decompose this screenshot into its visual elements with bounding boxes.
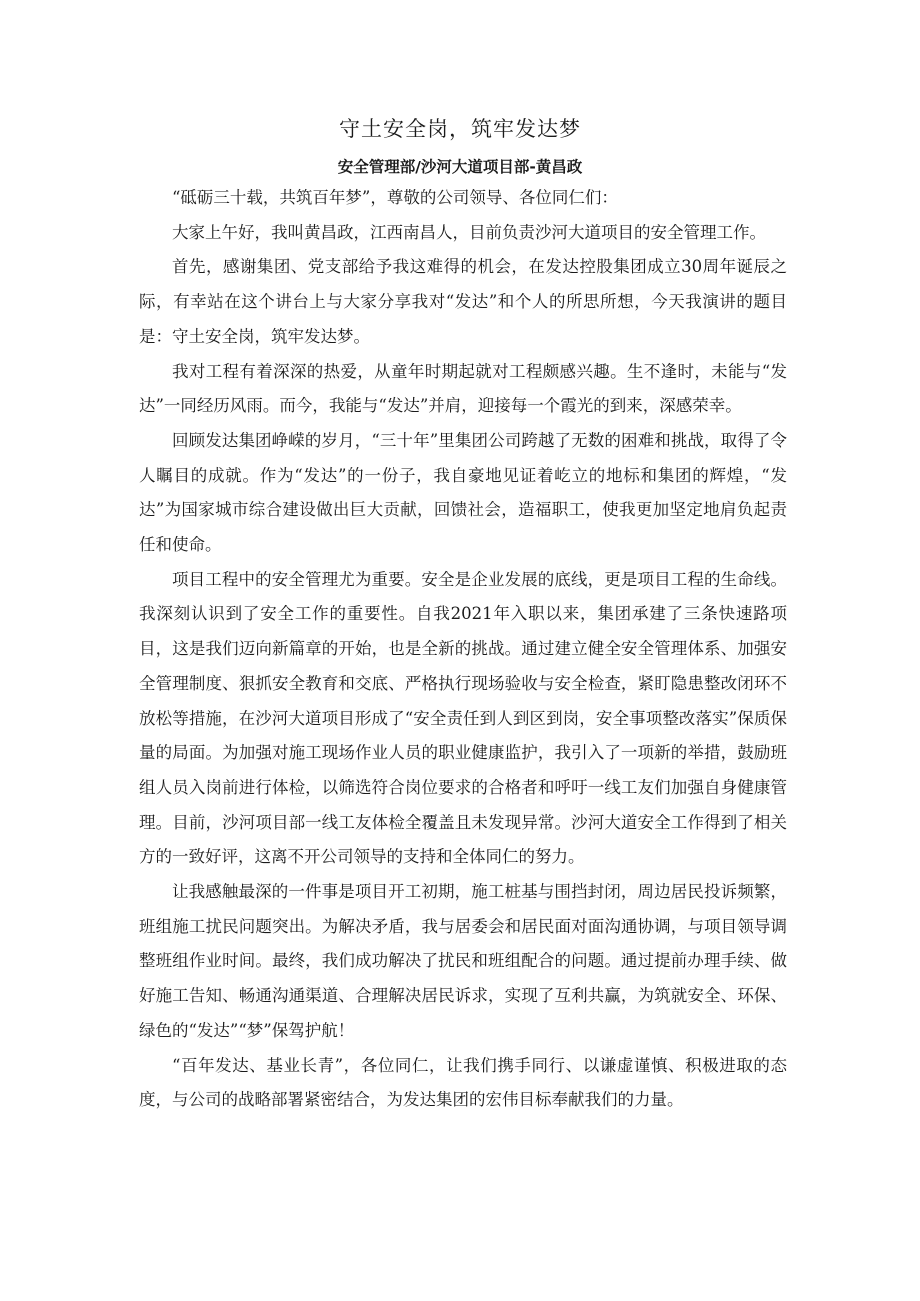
- paragraph-thanks: 首先，感谢集团、党支部给予我这难得的机会，在发达控股集团成立30周年诞辰之际，有幸站在这个讲台上与大家分享我对“发达”和个人的所思所想，今天我演讲的题目是：守土安全岗，筑牢发达梦。: [139, 257, 787, 346]
- author-byline: 安全管理部/沙河大道项目部-黄昌政: [337, 158, 583, 176]
- paragraph-safety: 项目工程中的安全管理尤为重要。安全是企业发展的底线，更是项目工程的生命线。我深刻认识到了安全工作的重要性。自我2021年入职以来，集团承建了三条快速路项目，这是我们迈向新篇章的开始，也是全新的挑战。通过建立健全安全管理体系、加强安全管理制度、狠抓安全教育和交底、严格执行现场验收与安全检查，紧盯隐患整改闭环不放松等措施，在沙河大道项目形成了“安全责任到人到区到岗，安全事项整改落实”保质保量的局面。为加强对施工现场作业人员的职业健康监护，我引入了一项新的举措，鼓励班组人员入岗前进行体检，以筛选符合岗位要求的合格者和呼吁一线工友们加强自身健康管理。目前，沙河项目部一线工友体检全覆盖且未发现异常。沙河大道安全工作得到了相关方的一致好评，这离不开公司领导的支持和全体同仁的努力。: [139, 569, 787, 867]
- paragraph-passion: 我对工程有着深深的热爱，从童年时期起就对工程颇感兴趣。生不逢时，未能与“发达”一同经历风雨。而今，我能与“发达”并肩，迎接每一个霞光的到来，深感荣幸。: [139, 361, 787, 416]
- paragraph-greeting: 大家上午好，我叫黄昌政，江西南昌人，目前负责沙河大道项目的安全管理工作。: [172, 222, 766, 242]
- paragraph-closing: “百年发达、基业长青”，各位同仁，让我们携手同行、以谦虚谨慎、积极进取的态度，与公司的战略部署紧密结合，为发达集团的宏伟目标奉献我们的力量。: [139, 1055, 787, 1110]
- paragraph-story: 让我感触最深的一件事是项目开工初期，施工桩基与围挡封闭，周边居民投诉频繁，班组施工扰民问题突出。为解决矛盾，我与居委会和居民面对面沟通协调，与项目领导调整班组作业时间。最终，我们成功解决了扰民和班组配合的问题。通过提前办理手续、做好施工告知、畅通沟通渠道、合理解决居民诉求，实现了互利共赢，为筑就安全、环保、绿色的“发达”“梦”保驾护航！: [139, 882, 787, 1040]
- document-body: [139, 181, 787, 1118]
- document-title: 守土安全岗，筑牢发达梦: [339, 117, 581, 141]
- paragraph-salutation: “砥砺三十载，共筑百年梦”，尊敬的公司领导、各位同仁们：: [172, 188, 618, 207]
- paragraph-review: 回顾发达集团峥嵘的岁月，“三十年”里集团公司跨越了无数的困难和挑战，取得了令人瞩目的成就。作为“发达”的一份子，我自豪地见证着屹立的地标和集团的辉煌，“发达”为国家城市综合建设做出巨大贡献，回馈社会，造福职工，使我更加坚定地肩负起责任和使命。: [139, 430, 787, 555]
